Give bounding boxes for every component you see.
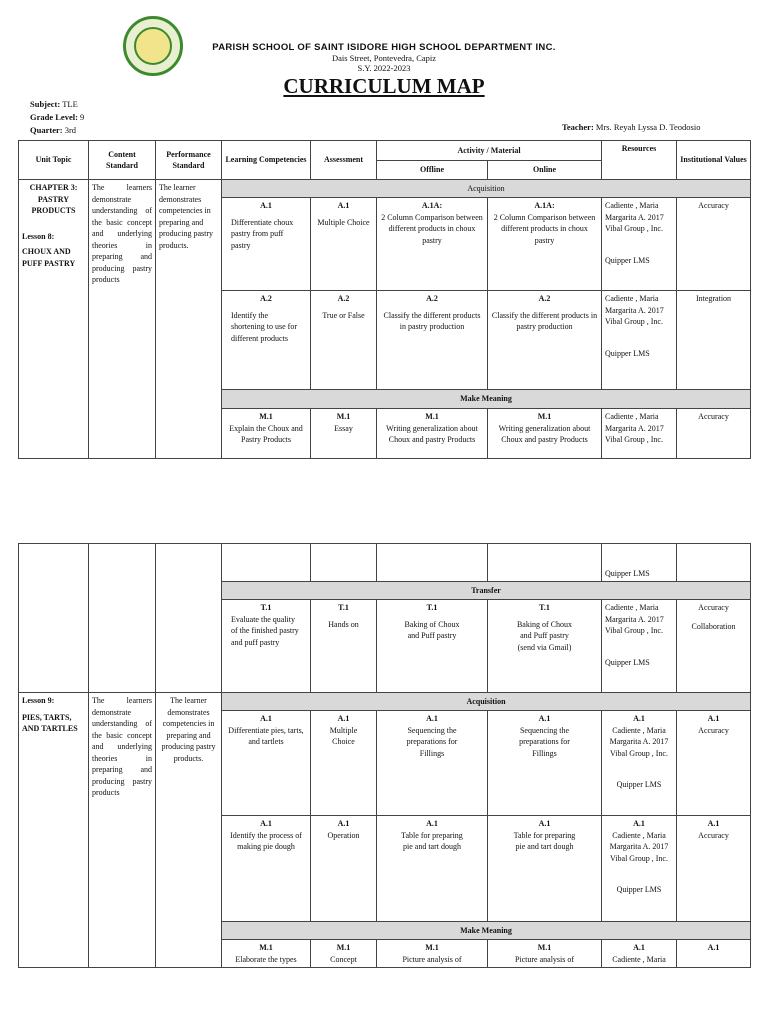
competency-cell [222, 291, 311, 390]
band-make-meaning: Make Meaning [222, 390, 751, 409]
offline-code: M.1 [425, 412, 439, 421]
offline-cell [377, 940, 488, 968]
offline-text: Classify the different products in pastry production [383, 310, 481, 331]
grade-label: Grade Level: [30, 112, 78, 122]
competency-cell [222, 816, 311, 922]
performance-standard-cell: The learner demonstrates competencies in preparing and producing pastry products. [156, 693, 222, 968]
resources-cell [602, 816, 677, 922]
online-text: Baking of Choux and Puff pastry (send via Gmail) [516, 619, 573, 652]
assessment-cell [311, 711, 377, 816]
offline-code: A.1 [426, 819, 438, 828]
col-values: Institutional Values [677, 141, 751, 180]
assessment-cell [311, 544, 377, 582]
offline-text: Sequencing the preparations for Fillings [406, 725, 458, 758]
online-text: Sequencing the preparations for Fillings [519, 725, 570, 758]
competency-code: M.1 [259, 412, 273, 421]
offline-text: Picture analysis of [402, 954, 462, 964]
competency-code: M.1 [259, 943, 273, 952]
online-code: A.1 [538, 819, 551, 828]
resources-cell [602, 198, 677, 291]
band-make-meaning: Make Meaning [222, 922, 751, 940]
online-text: Classify the different products in pastry production [491, 310, 598, 331]
offline-cell [377, 711, 488, 816]
chapter-label: CHAPTER 3: [29, 183, 78, 192]
assessment-text: True or False [322, 310, 365, 320]
resources-text: Cadiente , Maria [612, 954, 666, 964]
competency-text: Identify the process of making pie dough [230, 830, 302, 851]
assessment-text: Operation [327, 830, 360, 840]
competency-cell [222, 409, 311, 459]
lms-text: Quipper LMS [605, 255, 650, 265]
table-row [19, 544, 751, 582]
values-cell [677, 544, 751, 582]
online-cell [488, 711, 602, 816]
content-standard-cell: The learners demonstrate understanding of the basic concept and underlying theories in preparing and producing pastry products [89, 693, 156, 968]
competency-cell [222, 544, 311, 582]
assessment-code: A.1 [337, 819, 350, 828]
online-code: T.1 [539, 603, 550, 612]
resources-cell [602, 711, 677, 816]
assessment-text: Multiple Choice [329, 725, 358, 746]
offline-cell [377, 600, 488, 693]
col-unit-topic: Unit Topic [19, 141, 89, 180]
offline-code: T.1 [426, 603, 438, 612]
assessment-cell [311, 409, 377, 459]
band-acquisition: Acquisition [222, 693, 751, 711]
competency-text: Explain the Choux and Pastry Products [229, 423, 303, 444]
offline-cell [377, 544, 488, 582]
col-content-standard: Content Standard [89, 141, 156, 180]
offline-cell [377, 816, 488, 922]
resources-cell [602, 291, 677, 390]
assessment-text: Essay [334, 423, 353, 433]
online-code: A.1A: [534, 201, 555, 210]
resources-cell: Quipper LMS [602, 544, 677, 582]
col-activity: Activity / Material [377, 141, 602, 161]
online-cell [488, 940, 602, 968]
resources-code: A.1 [633, 943, 645, 952]
offline-text: 2 Column Comparison between different products in choux pastry [381, 212, 483, 245]
offline-cell [377, 409, 488, 459]
content-standard-cell: The learners demonstrate understanding of the basic concept and underlying theories in preparing and producing pastry products [89, 180, 156, 459]
online-cell [488, 291, 602, 390]
resources-code: A.1 [633, 714, 645, 723]
grade-value: 9 [80, 112, 85, 122]
offline-text: Baking of Choux and Puff pastry [404, 619, 460, 640]
offline-cell [377, 198, 488, 291]
offline-code: A.1A: [421, 201, 443, 210]
offline-code: M.1 [425, 943, 439, 952]
lms-text: Quipper LMS [616, 780, 662, 789]
school-address: Dais Street, Pontevedra, Capiz [331, 53, 437, 63]
values-cell: Accuracy [677, 198, 751, 291]
online-text: 2 Column Comparison between different products in choux pastry [493, 212, 596, 245]
competency-text: Differentiate pies, tarts, and tartlets [228, 725, 304, 746]
col-learning-competencies: Learning Competencies [222, 141, 311, 180]
assessment-text: Multiple Choice [317, 217, 370, 227]
resources-text: Cadiente , Maria Margarita A. 2017 Vibal Group , Inc. [605, 294, 664, 326]
subject-label: Subject: [30, 99, 61, 109]
offline-code: A.1 [426, 714, 438, 723]
online-cell [488, 544, 602, 582]
competency-text: Identify the shortening to use for different products [231, 310, 297, 343]
online-text: Picture analysis of [514, 954, 575, 964]
offline-text: Writing generalization about Choux and pastry Products [386, 423, 478, 444]
online-cell [488, 198, 602, 291]
assessment-code: A.1 [337, 714, 350, 723]
curriculum-table-page1 [18, 140, 751, 459]
teacher-value: Mrs. Reyah Lyssa D. Teodosio [595, 122, 701, 132]
competency-code: A.2 [260, 294, 272, 303]
lesson-title: CHOUX AND PUFF PASTRY [22, 247, 76, 268]
col-offline: Offline [377, 161, 488, 180]
online-text: Table for preparing pie and tart dough [513, 830, 576, 851]
assessment-cell [311, 600, 377, 693]
col-assessment: Assessment [311, 141, 377, 180]
values-code: A.1 [707, 943, 720, 952]
lms-text: Quipper LMS [605, 657, 650, 667]
online-code: M.1 [537, 412, 552, 421]
assessment-cell [311, 198, 377, 291]
lesson-label: Lesson 8: [22, 231, 55, 241]
assessment-code: T.1 [338, 603, 349, 612]
resources-cell [602, 940, 677, 968]
lesson-title: PIES, TARTS, AND TARTLES [22, 712, 78, 733]
lesson-label: Lesson 9: [22, 696, 55, 705]
value-text-2: Collaboration [691, 621, 736, 631]
teacher-label: Teacher: [562, 122, 594, 132]
resources-code: A.1 [633, 819, 645, 828]
competency-cell [222, 940, 311, 968]
school-year: S.Y. 2022-2023 [357, 63, 411, 73]
unit-topic-cell [19, 180, 89, 459]
assessment-code: M.1 [336, 412, 351, 421]
resources-text: Cadiente , Maria Margarita A. 2017 Vibal Group , Inc. [605, 201, 664, 233]
assessment-code: A.1 [337, 201, 350, 210]
assessment-cell [311, 940, 377, 968]
page-title: CURRICULUM MAP [283, 74, 485, 98]
resources-cell: Cadiente , Maria Margarita A. 2017 Vibal Group , Inc. [602, 409, 677, 459]
performance-standard-cell [156, 544, 222, 693]
performance-standard-cell: The learner demonstrates competencies in preparing and producing pastry products. [156, 180, 222, 459]
value-text: Accuracy [698, 725, 729, 735]
competency-text: Differentiate choux pastry from puff pastry [231, 217, 294, 250]
assessment-cell [311, 291, 377, 390]
lms-text: Quipper LMS [605, 348, 650, 358]
subject-value: TLE [62, 99, 78, 109]
online-code: A.1 [538, 714, 551, 723]
competency-code: A.1 [260, 819, 272, 828]
online-cell [488, 816, 602, 922]
curriculum-table-page2 [18, 543, 751, 968]
online-cell [488, 409, 602, 459]
assessment-code: M.1 [336, 943, 351, 952]
offline-code: A.2 [426, 294, 438, 303]
values-cell: Accuracy [677, 409, 751, 459]
assessment-text: Hands on [328, 619, 359, 629]
quarter-value: 3rd [64, 125, 77, 135]
teacher-line [562, 121, 700, 134]
resources-text: Cadiente , Maria Margarita A. 2017 Vibal Group , Inc. [609, 830, 669, 863]
unit-topic-cell [19, 693, 89, 968]
value-text: Accuracy [698, 830, 729, 840]
values-code: A.1 [707, 819, 720, 828]
unit-topic-cell [19, 544, 89, 693]
col-online: Online [488, 161, 602, 180]
competency-cell [222, 198, 311, 291]
offline-cell [377, 291, 488, 390]
band-acquisition: Acquisition [222, 180, 751, 198]
values-cell [677, 711, 751, 816]
col-resources: Resources [602, 141, 677, 180]
chapter-title: PASTRY PRODUCTS [31, 194, 76, 215]
offline-text: Table for preparing pie and tart dough [401, 830, 463, 851]
values-cell [677, 816, 751, 922]
band-transfer: Transfer [222, 582, 751, 600]
resources-cell [602, 600, 677, 693]
online-code: A.2 [538, 294, 551, 303]
grade-line [30, 111, 84, 124]
competency-text: Evaluate the quality of the finished pastry and puff pastry [231, 614, 299, 647]
col-performance-standard: Performance Standard [156, 141, 222, 180]
assessment-code: A.2 [337, 294, 350, 303]
online-text: Writing generalization about Choux and pastry Products [498, 423, 591, 444]
quarter-label: Quarter: [30, 125, 63, 135]
competency-code: T.1 [260, 603, 272, 612]
values-cell [677, 940, 751, 968]
values-cell: Integration [677, 291, 751, 390]
lms-text: Quipper LMS [616, 885, 662, 894]
competency-cell [222, 711, 311, 816]
quarter-line [30, 124, 84, 137]
school-name: PARISH SCHOOL OF SAINT ISIDORE HIGH SCHOOL DEPARTMENT INC. [212, 42, 556, 53]
competency-cell [222, 600, 311, 693]
content-standard-cell [89, 544, 156, 693]
online-code: M.1 [537, 943, 552, 952]
assessment-cell [311, 816, 377, 922]
assessment-text: Concept [330, 954, 357, 964]
value-text: Accuracy [698, 603, 729, 612]
subject-line [30, 98, 84, 111]
meta-block [30, 98, 84, 137]
values-cell [677, 600, 751, 693]
resources-text: Cadiente , Maria Margarita A. 2017 Vibal Group , Inc. [609, 725, 669, 758]
values-code: A.1 [707, 714, 720, 723]
competency-text: Elaborate the types [235, 954, 297, 964]
competency-code: A.1 [260, 201, 272, 210]
competency-code: A.1 [260, 714, 272, 723]
online-cell [488, 600, 602, 693]
resources-text: Cadiente , Maria Margarita A. 2017 Vibal Group , Inc. [605, 603, 664, 635]
